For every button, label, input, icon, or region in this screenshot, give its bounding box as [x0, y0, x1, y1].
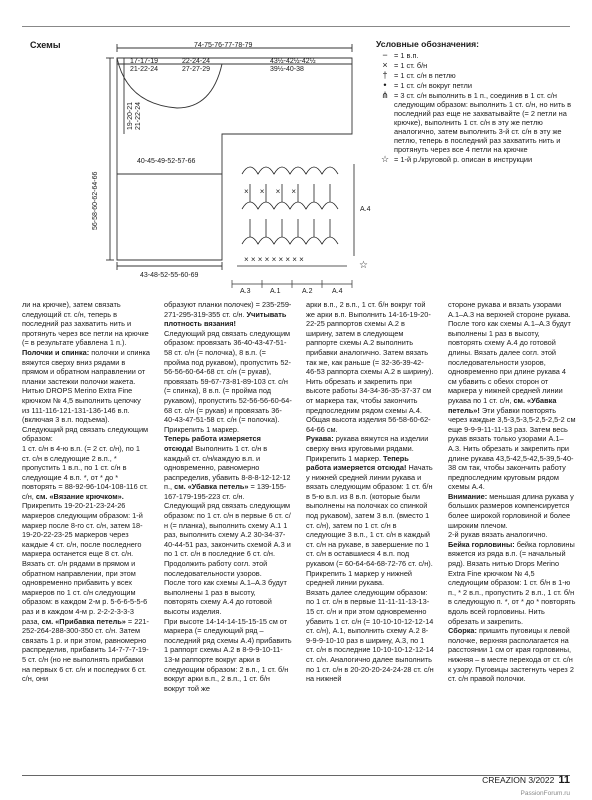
cluster-icon: ⋔ — [381, 90, 389, 100]
schema-area — [22, 34, 377, 324]
legend-item: − = 1 в.п. — [376, 51, 576, 60]
top-rule — [22, 26, 570, 27]
crochet-chart — [237, 164, 354, 266]
dc-around-icon: • — [383, 80, 387, 90]
svg-text:☆: ☆ — [359, 260, 368, 271]
dc-icon: † — [382, 70, 388, 80]
legend-title: Условные обозначения: — [376, 39, 479, 49]
sc-icon: × — [382, 60, 388, 70]
label-a4-side: A.4 — [360, 206, 371, 213]
dim-bottom: 43-48-52-55-60-69 — [140, 272, 199, 279]
legend-item: × = 1 ст. б/н — [376, 61, 576, 70]
text-column-2: образуют планки полочек) = 235-259-271-295-319-355 ст. с/н. Учитывать плотность вязания! Следующий ряд связать следующим образом: провязать 36-40-43-47-51-58 ст. с/н (= полочка), 8 в.п. (= пройма под рукавом), пропустить 52-56-56-60-64-68 ст. с/н (= рукав), провязать 59-67-73-81-89-103 ст. с/н (= спинка), 8 в.п. (= пройма под рукавом), пропустить 52-56-56-60-64-68 ст. с/н (= рукав) и провязать 36-40-43-47-51-58 ст. с/н (= полочка). Прикрепить 1 маркер. Теперь работа измеряется отсюда! Выполнить 1 ст. с/н в каждый ст. с/н/каждую в.п. и одновременно, равномерно распределив, убавить 8-8-8-12-12-12 п., см. «Убавка петель» = 139-155-167-179-195-223 ст. с/н. Следующий ряд связать следующим образом: по 1 ст. с/н в первые 6 ст. с/н (= планка), выполнить схему А.1 1 раз, выполнить схему А.2 30-34-37-40-44-51 раз, закончить схемой А.3 и по 1 ст. с/н в последние 6 ст. с/н. Продолжить работу согл. этой последовательности узоров. После того как схемы А.1–А.3 будут выполнены 1 раз в высоту, повторять схему А.4 до готовой высоты изделия. При высоте 14-14-14-15-15-15 см от маркера (= следующий ряд – последний ряд схемы А.4) прибавить 1 раппорт схемы А.2 в 8-9-9-10-11-13-м раппорте вокруг арки в следующим образом: 2 в.п., 1 ст. б/н вокруг арки в.п., 2 в.п., 1 ст. б/н вокруг той же — [164, 300, 292, 693]
legend-item: ☆ = 1-й р./круговой р. описан в инструкции — [376, 155, 576, 164]
svg-text:× × × × × × × × ×: × × × × × × × × × — [244, 255, 304, 264]
instruction-columns — [22, 300, 578, 770]
label-a3: A.3 — [240, 288, 251, 295]
dim-top-b: 22-24-24 27-27-29 — [182, 58, 211, 73]
legend-item: • = 1 ст. с/н вокруг петли — [376, 81, 576, 90]
schema-drawing — [22, 34, 377, 324]
text-column-3: арки в.п., 2 в.п., 1 ст. б/н вокруг той же арки в.п. Выполнить 14-16-19-20-22-25 раппортов схемы А.2 в ширину, затем в следующем раппорте схемы А.2 выполнить прибавки аналогично. Затем вязать так же, как раньше (= 32-36-39-42-46-53 раппорта схемы А.2 в ширину). Нить обрезать и закрепить при высоте работы 34-34-36-35-37-37 см от маркера так, чтобы закончить предпоследним рядом схемы А.4. Общая высота изделия 56-58-60-62-64-66 см. Рукава: рукава вяжутся на изделии сверху вниз круговыми рядами. Прикрепить 1 маркер. Теперь работа измеряется отсюда! Начать у нижней средней линии рукава и вязать следующим образом: 1 ст. б/н в 5-ю в.п. из 8 в.п. (которые были выполнены на полочках со спинкой под рукавом), затем 3 в.п. (вместо 1 ст. с/н), затем по 1 ст. с/н в следующие 3 в.п., 1 ст. с/н в каждый ст. с/н на рукаве, в завершение по 1 ст. с/н в оставшиеся 4 в.п. под рукавом (= 60-64-64-68-72-76 ст. с/н). Прикрепить 1 маркер у нижней средней линии рукава. Вязать далее следующим образом: по 1 ст. с/н в первые 11-11-11-13-13-15 ст. с/н и при этом одновременно убавить 1 ст. с/н (= 10-10-10-12-12-14 ст. с/н), А.1, выполнить схему А.2 8-9-9-9-10-10 раз в ширину, А.3, по 1 ст. с/н в последние 10-10-10-12-12-14 ст. с/н. Аналогично далее выполнить по 1 ст. с/н в 20-20-20-24-24-28 ст. с/н на нижней — [306, 300, 434, 684]
text-column-4: стороне рукава и вязать узорами А.1–А.3 на верхней стороне рукава. После того как схемы А.1–А.3 будут выполнены 1 раз в высоту, повторять схему А.4 до готовой длины. Вязать далее согл. этой последовательности узоров, одновременно при длине рукава 4 см убавить с обеих сторон от маркера у нижней средней линии рукава по 1 ст. с/н, см. «Убавка петель»! Эти убавки повторять через каждые 3,5-3,5-3,5-2,5-2,5-2 см еще 9-9-9-11-11-13 раз. Затем весь рукав вязать только узорами А.1–А.3. Нить обрезать и закрепить при длине рукава 43,5-42,5-42,5-39,5-40-38 см так, чтобы закончить работу предпоследним круговым рядом схемы А.4. Внимание: меньшая длина рукава у больших размеров компенсируется более широкой горловиной и более широким плечом. 2-й рукав вязать аналогично. Бейка горловины: бейка горловины вяжется из ряда в.п. (= начальный ряд). Вязать нитью Drops Merino Extra Fine крючком № 4,5 следующим образом: 1 ст. б/н в 1-ю п., * 2 в.п., пропустить 2 в.п., 1 ст. б/н в следующую п. *, от * до * повторять вдоль всей горловины. Нить обрезать и закрепить. Сборка: пришить пуговицы к левой полочке, верхняя располагается на расстоянии 1 см от края горловины, нижняя – в месте перехода от ст. с/н к узору. Пуговицы застегнуть через 2 ст. с/н правой полочки. — [448, 300, 576, 684]
schema-title: Схемы — [30, 40, 61, 50]
legend — [376, 40, 576, 165]
watermark: PassionForum.ru — [520, 790, 570, 797]
chain-icon: − — [382, 50, 388, 60]
star-icon: ☆ — [380, 154, 390, 164]
magazine-issue: CREAZION 3/2022 — [482, 775, 555, 785]
label-a1: A.1 — [270, 288, 281, 295]
dim-left-outer: 56-58-60-62-64-66 — [92, 171, 99, 230]
dim-top-a: 17-17-19 21-22-24 — [130, 58, 159, 73]
page-number: 11 — [558, 774, 570, 786]
dim-left-inner: 19-20-21 21-22-24 — [127, 101, 142, 130]
legend-item: ⋔ = 3 ст. с/н выполнить в 1 п., соединив в 1 ст. с/н следующим образом: выполнить 1 ст. с/н, но нить в последний раз еще не захватывайте (= 2 петли на крючке), выполнить 1 ст. с/н в эту же петлю аналогично, затем выполнить 3-й ст. с/н в эту же петлю, теперь в последний раз захватить нить и протянуть через все 4 петли на крючке — [376, 91, 576, 154]
text-column-1: ли на крючке), затем связать следующий ст. с/н, теперь в последний раз захватить нить и протянуть через все петли на крючке (= в результате убавлена 1 п.). Полочки и спинка: полочки и спинка вяжутся сверху вниз рядами в прямом и обратном направлении от планки застежки полочки жакета. Нитью DROPS Merino Extra Fine крючком № 4,5 выполнить цепочку из 111-116-121-131-136-146 в.п. (включая 3 в.п. подъема). Следующий ряд связать следующим образом: 1 ст. с/н в 4-ю в.п. (= 2 ст. с/н), по 1 ст. с/н в следующие 2 в.п., * пропустить 1 в.п., по 1 ст. с/н в следующие 4 в.п. *, от * до * повторять = 88-92-96-104-108-116 ст. с/н, см. «Вязание крючком». Прикрепить 19-20-21-23-24-26 маркеров следующим образом: 1-й маркер после 8-го ст. с/н, затем 18-19-20-22-23-25 маркеров через каждые 4 ст. с/н, после последнего маркера останется еще 8 ст. с/н. Вязать ст. с/н рядами в прямом и обратном направлении, при этом одновременно прибавить у всех маркеров по 1 ст. с/н следующим образом: в каждом 2-м р. 5-6-6-5-5-6 раз и в каждом 4-м р. 2-2-2-3-3-3 раза, см. «Прибавка петель» = 221-252-264-288-300-350 ст. с/н. Затем связать 1 р. и при этом, равномерно распределив, прибавить 14-7-7-7-19-5 ст. с/н (но не выполнять прибавки на первых 6 ст. с/н и последних 6 ст. с/н, они — [22, 300, 151, 684]
chart-marks — [244, 187, 368, 271]
label-a2: A.2 — [302, 288, 313, 295]
legend-item: † = 1 ст. с/н в петлю — [376, 71, 576, 80]
dim-mid: 40-45-49-52-57-66 — [137, 158, 196, 165]
page-footer — [482, 774, 570, 786]
dim-top-c: 43½-42½-42½ 39½-40-38 — [270, 58, 316, 73]
dim-top-total: 74-75-76-77-78-79 — [194, 42, 253, 49]
label-a4-bottom: A.4 — [332, 288, 343, 295]
svg-text:× × × ×: × × × × — [244, 187, 297, 196]
